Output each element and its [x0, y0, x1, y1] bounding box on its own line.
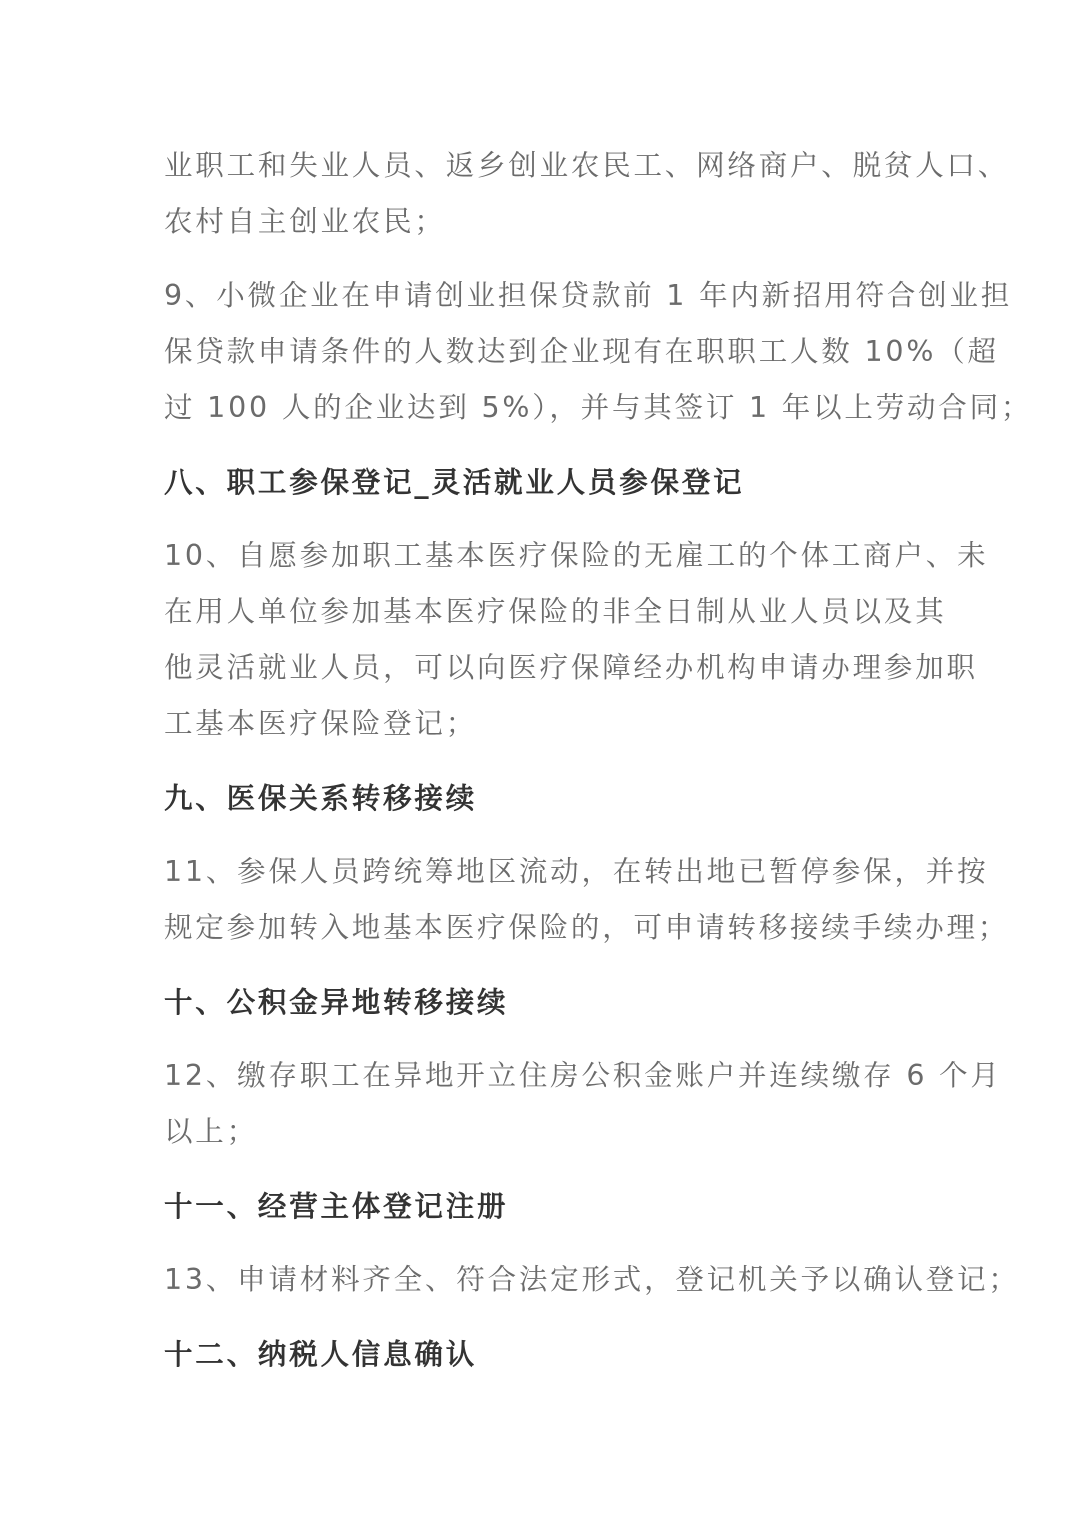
section-heading-11 [164, 1178, 934, 1234]
text-line: 过 100 人的企业达到 5%），并与其签订 1 年以上劳动合同； [164, 391, 1033, 424]
heading-text: 十二、纳税人信息确认 [164, 1337, 478, 1371]
text-line: 规定参加转入地基本医疗保险的，可申请转移接续手续办理； [164, 911, 1010, 944]
heading-text: 十、公积金异地转移接续 [164, 985, 509, 1019]
heading-text: 九、医保关系转移接续 [164, 781, 478, 815]
text-line: 工基本医疗保险登记； [164, 707, 478, 740]
heading-text: 十一、经营主体登记注册 [164, 1189, 509, 1223]
text-line: 11、参保人员跨统筹地区流动，在转出地已暂停参保，并按 [164, 855, 989, 888]
text-line: 9、小微企业在申请创业担保贷款前 1 年内新招用符合创业担 [164, 279, 1013, 312]
section-heading-10 [164, 974, 934, 1030]
text-line: 农村自主创业农民； [164, 205, 446, 238]
paragraph-13 [164, 1252, 1020, 1308]
text-line: 他灵活就业人员，可以向医疗保障经办机构申请办理参加职 [164, 651, 978, 684]
text-line: 12、缴存职工在异地开立住房公积金账户并连续缴存 6 个月 [164, 1059, 1002, 1092]
heading-text: 八、职工参保登记_灵活就业人员参保登记 [164, 465, 745, 499]
document-body [164, 138, 1033, 1400]
paragraph-11 [164, 844, 1010, 956]
text-line: 10、自愿参加职工基本医疗保险的无雇工的个体工商户、未 [164, 539, 989, 572]
section-heading-12 [164, 1326, 934, 1382]
paragraph-8-continued [164, 138, 1010, 250]
text-line: 13、申请材料齐全、符合法定形式，登记机关予以确认登记； [164, 1263, 1020, 1296]
section-heading-9 [164, 770, 934, 826]
text-line: 保贷款申请条件的人数达到企业现有在职职工人数 10%（超 [164, 335, 999, 368]
text-line: 以上； [164, 1115, 258, 1148]
text-line: 业职工和失业人员、返乡创业农民工、网络商户、脱贫人口、 [164, 149, 1010, 182]
section-heading-8 [164, 454, 934, 510]
text-line: 在用人单位参加基本医疗保险的非全日制从业人员以及其 [164, 595, 947, 628]
paragraph-9 [164, 268, 1033, 436]
paragraph-12 [164, 1048, 1002, 1160]
paragraph-10 [164, 528, 989, 752]
